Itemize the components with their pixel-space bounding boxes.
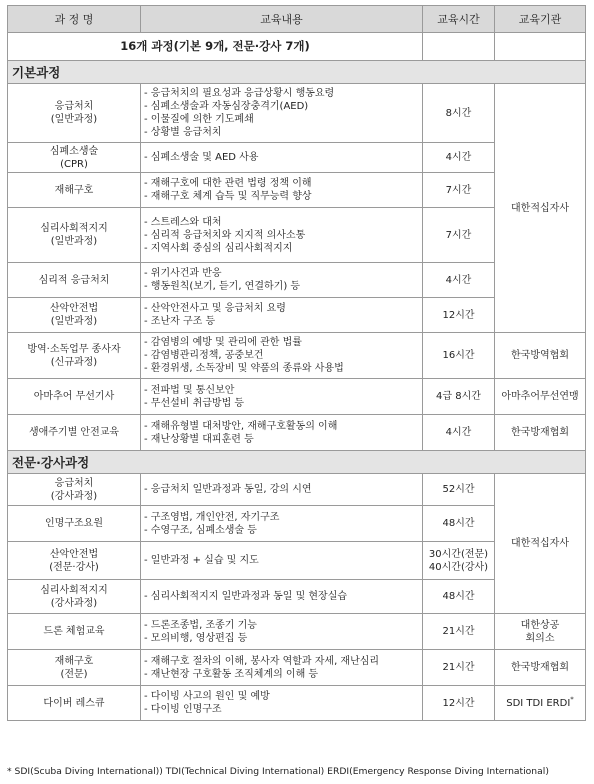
- course-table: [7, 5, 586, 721]
- content-item: - 심폐소생술 및 AED 사용: [144, 152, 259, 163]
- content-item: - 심리사회적지지 일반과정과 동일 및 현장실습: [144, 591, 348, 602]
- course-hours: 48시간: [423, 506, 495, 542]
- course-hours: 12시간: [423, 298, 495, 333]
- header-hours: 교육시간: [423, 6, 495, 33]
- content-item: - 심폐소생술과 자동심장충격기(AED): [144, 101, 309, 112]
- institution-name: 대한상공 회의소: [520, 619, 560, 644]
- course-hours: 4시간: [423, 415, 495, 451]
- course-hours: 52시간: [423, 474, 495, 506]
- section-pro-row: [8, 451, 586, 474]
- course-name: 생애주기별 안전교육: [8, 415, 141, 451]
- institution: [495, 379, 586, 415]
- institution: 대한적십자사: [495, 474, 586, 614]
- content-item: - 감염병관리정책, 공중보건: [144, 350, 264, 361]
- course-name: 심폐소생술 (CPR): [8, 143, 141, 173]
- content-item: - 재난상황별 대피훈련 등: [144, 433, 254, 445]
- institution-name: 아마추어무선연맹: [501, 391, 579, 402]
- course-hours: 8시간: [423, 84, 495, 143]
- header-course: 과 정 명: [8, 6, 141, 33]
- course-hours: 48시간: [423, 580, 495, 614]
- table-row: [8, 379, 586, 415]
- course-content: [141, 173, 423, 208]
- course-content: [141, 379, 423, 415]
- table-row: [8, 650, 586, 686]
- content-item: - 무선설비 취급방법 등: [144, 397, 245, 409]
- section-pro-title: 전문·강사과정: [8, 451, 586, 474]
- institution: [495, 333, 586, 379]
- content-item: - 행동원칙(보기, 듣기, 연결하기) 등: [144, 281, 301, 292]
- course-name: 심리사회적지지 (일반과정): [8, 208, 141, 263]
- course-hours: 7시간: [423, 208, 495, 263]
- content-item: - 구조영법, 개인안전, 자기구조: [144, 511, 280, 523]
- course-hours: 21시간: [423, 614, 495, 650]
- course-hours: 4시간: [423, 263, 495, 298]
- course-name: 재해구호 (전문): [8, 650, 141, 686]
- content-item: - 모의비행, 영상편집 등: [144, 632, 248, 644]
- content-item: - 재난현장 구호활동 조직체계의 이해 등: [144, 668, 319, 680]
- content-item: - 스트레스와 대처: [144, 216, 222, 228]
- course-name: 심리적 응급처치: [8, 263, 141, 298]
- section-basic-title: 기본과정: [8, 61, 586, 84]
- content-item: - 전파법 및 통신보안: [144, 384, 235, 396]
- content-item: - 산악안전사고 및 응급처치 요령: [144, 303, 286, 314]
- content-item: - 재해구호 절차의 이해, 봉사자 역할과 자세, 재난심리: [144, 655, 380, 667]
- course-content: [141, 208, 423, 263]
- course-content: [141, 542, 423, 580]
- content-item: - 감염병의 예방 및 관리에 관한 법률: [144, 337, 302, 348]
- content-item: - 상황별 응급처치: [144, 127, 222, 138]
- content-item: - 환경위생, 소독장비 및 약품의 종류와 사용법: [144, 363, 344, 374]
- course-name: 산악안전법 (일반과정): [8, 298, 141, 333]
- institution: [495, 650, 586, 686]
- course-hours: 30시간(전문) 40시간(강사): [423, 542, 495, 580]
- summary-text: 16개 과정(기본 9개, 전문·강사 7개): [8, 33, 423, 61]
- course-hours: 4시간: [423, 143, 495, 173]
- content-item: - 다이빙 인명구조: [144, 704, 222, 715]
- content-item: - 이물질에 의한 기도폐쇄: [144, 114, 254, 125]
- table-row: [8, 84, 586, 143]
- institution-name: 한국방재협회: [511, 662, 569, 673]
- course-content: [141, 263, 423, 298]
- table-row: [8, 686, 586, 721]
- content-item: - 재해구호 체계 습득 및 직무능력 향상: [144, 191, 312, 202]
- table-row: [8, 415, 586, 451]
- content-item: - 심리적 응급처치와 지지적 의사소통: [144, 229, 306, 241]
- course-content: [141, 143, 423, 173]
- course-content: [141, 415, 423, 451]
- course-hours: 4급 8시간: [423, 379, 495, 415]
- institution-name: SDI TDI ERDI: [506, 697, 571, 709]
- table-row: [8, 333, 586, 379]
- content-item: - 수영구조, 심폐소생술 등: [144, 524, 257, 536]
- content-item: - 일반과정 + 실습 및 지도: [144, 555, 259, 566]
- course-hours: 16시간: [423, 333, 495, 379]
- course-name: 아마추어 무선기사: [8, 379, 141, 415]
- summary-row: [8, 33, 586, 61]
- course-content: [141, 580, 423, 614]
- course-name: 재해구호: [8, 173, 141, 208]
- header-row: [8, 6, 586, 33]
- course-content: [141, 84, 423, 143]
- content-item: - 응급처치의 필요성과 응급상황시 행동요령: [144, 88, 335, 99]
- institution: [495, 415, 586, 451]
- institution-footnote-mark: *: [570, 695, 574, 704]
- table-row: [8, 474, 586, 506]
- institution: [495, 686, 586, 721]
- course-hours: 7시간: [423, 173, 495, 208]
- content-item: - 위기사건과 반응: [144, 268, 222, 279]
- course-name: 방역·소독업무 종사자 (신규과정): [8, 333, 141, 379]
- course-name: 다이버 레스큐: [8, 686, 141, 721]
- institution-name: 한국방역협회: [511, 350, 569, 361]
- header-institution: 교육기관: [495, 6, 586, 33]
- content-item: - 응급처치 일반과정과 동일, 강의 시연: [144, 484, 312, 495]
- header-content: 교육내용: [141, 6, 423, 33]
- content-item: - 재해구호에 대한 관련 법령 정책 이해: [144, 178, 312, 189]
- content-item: - 지역사회 중심의 심리사회적지지: [144, 242, 293, 254]
- table-row: [8, 614, 586, 650]
- course-content: [141, 614, 423, 650]
- course-name: 산악안전법 (전문·강사): [8, 542, 141, 580]
- content-item: - 다이빙 사고의 원인 및 예방: [144, 691, 270, 702]
- course-content: [141, 474, 423, 506]
- institution: 대한적십자사: [495, 84, 586, 333]
- footnote: * SDI(Scuba Diving International)) TDI(Technical Diving International) ERDI(Emergency Response Diving International): [7, 766, 549, 777]
- course-hours: 12시간: [423, 686, 495, 721]
- course-name: 응급처치 (일반과정): [8, 84, 141, 143]
- section-basic-row: [8, 61, 586, 84]
- course-content: [141, 686, 423, 721]
- course-name: 심리사회적지지 (강사과정): [8, 580, 141, 614]
- content-item: - 드론조종법, 조종기 기능: [144, 619, 257, 631]
- institution-name: 한국방재협회: [511, 427, 569, 438]
- course-content: [141, 650, 423, 686]
- course-content: [141, 506, 423, 542]
- institution: [495, 614, 586, 650]
- course-hours: 21시간: [423, 650, 495, 686]
- course-content: [141, 333, 423, 379]
- course-name: 드론 체험교육: [8, 614, 141, 650]
- content-item: - 재해유형별 대처방안, 재해구호활동의 이해: [144, 420, 338, 432]
- course-name: 인명구조요원: [8, 506, 141, 542]
- course-content: [141, 298, 423, 333]
- course-name: 응급처치 (강사과정): [8, 474, 141, 506]
- content-item: - 조난자 구조 등: [144, 316, 216, 327]
